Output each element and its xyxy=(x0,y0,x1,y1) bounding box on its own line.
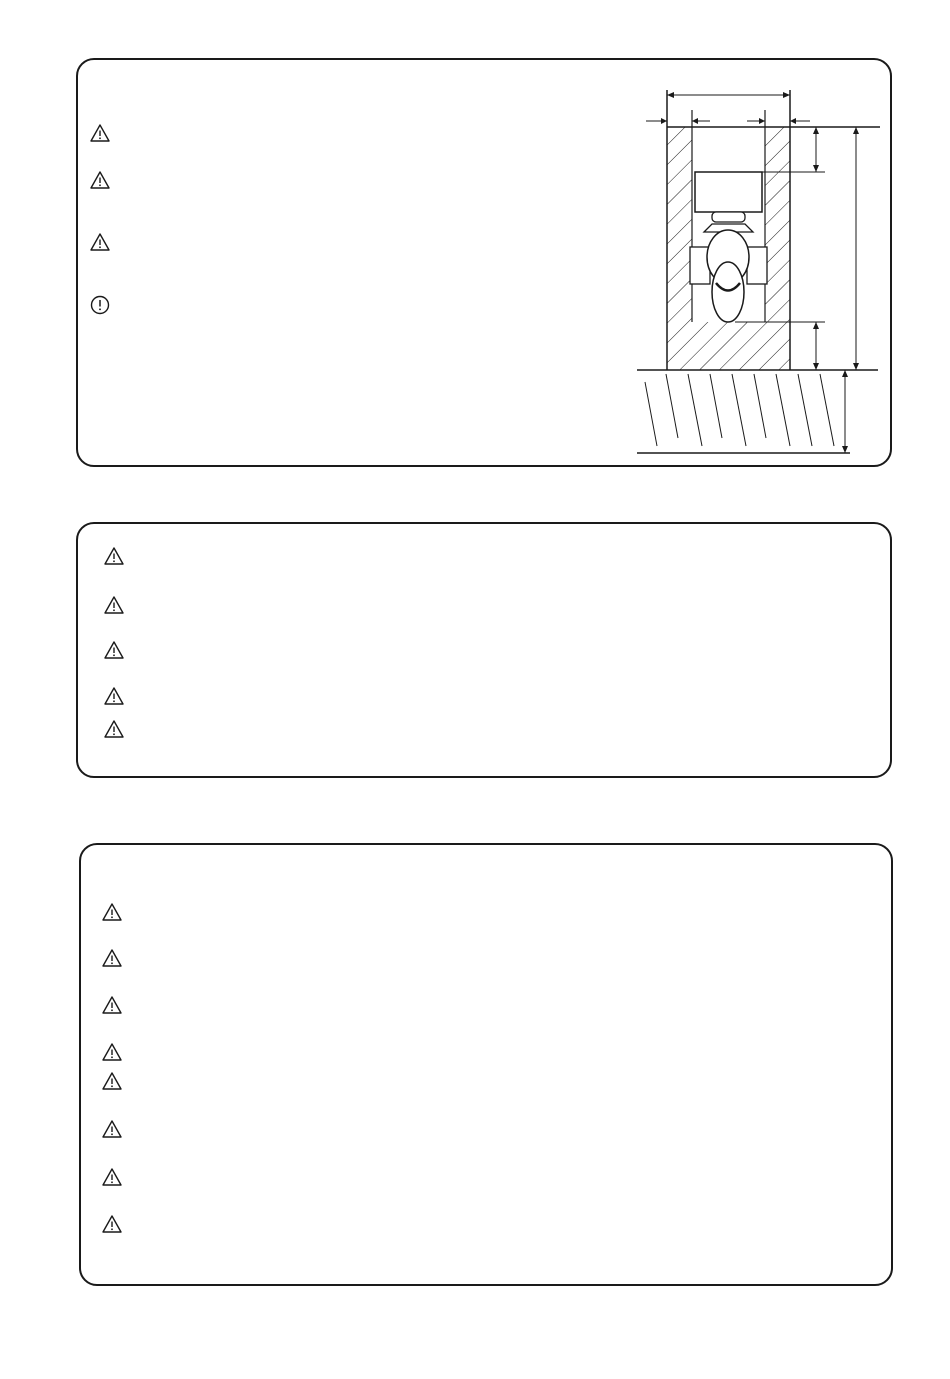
warning-triangle-icon xyxy=(102,902,122,922)
warning-triangle-icon xyxy=(90,170,110,190)
warning-triangle-icon xyxy=(102,1167,122,1187)
caution-circle-icon xyxy=(90,295,110,315)
warning-triangle-icon xyxy=(104,546,124,566)
warning-triangle-icon xyxy=(104,595,124,615)
warning-triangle-icon xyxy=(90,123,110,143)
usage-warnings-panel xyxy=(76,522,892,778)
maintenance-warnings-panel xyxy=(79,843,893,1286)
warning-triangle-icon xyxy=(104,640,124,660)
toilet-room-clearance-diagram xyxy=(630,80,885,460)
warning-triangle-icon xyxy=(104,686,124,706)
warning-triangle-icon xyxy=(102,1214,122,1234)
warning-triangle-icon xyxy=(102,1042,122,1062)
warning-triangle-icon xyxy=(102,1071,122,1091)
warning-triangle-icon xyxy=(102,995,122,1015)
warning-triangle-icon xyxy=(102,948,122,968)
warning-triangle-icon xyxy=(102,1119,122,1139)
warning-triangle-icon xyxy=(90,232,110,252)
warning-triangle-icon xyxy=(104,719,124,739)
